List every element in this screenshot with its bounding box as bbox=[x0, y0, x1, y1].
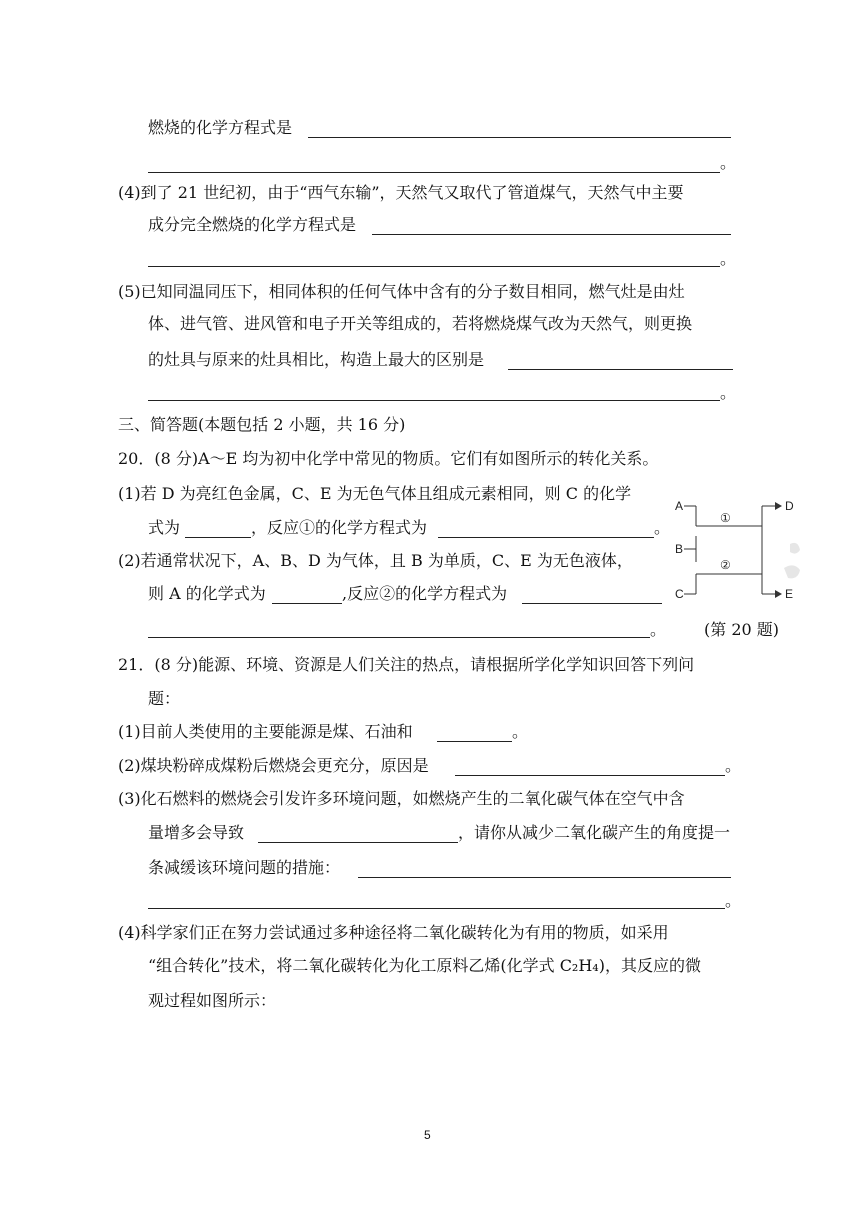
period: 。 bbox=[725, 756, 742, 775]
question-21-3-suffix: ，请你从减少二氧化碳产生的角度提一 bbox=[458, 823, 731, 842]
question-20-1-line-1: (1)若 D 为亮红色金属，C、E 为无色气体且组成元素相同，则 C 的化学 bbox=[118, 484, 632, 503]
period: 。 bbox=[720, 383, 737, 402]
answer-blank[interactable] bbox=[148, 172, 720, 173]
reaction-2-label: ② bbox=[720, 558, 731, 572]
question-21-3-line-3: 条减缓该环境问题的措施： bbox=[148, 858, 341, 877]
answer-blank[interactable] bbox=[148, 637, 650, 638]
decorative-shape bbox=[790, 543, 800, 554]
answer-blank[interactable] bbox=[508, 369, 733, 370]
decorative-shape bbox=[784, 565, 800, 578]
question-21-4-line-1: (4)科学家们正在努力尝试通过多种途径将二氧化碳转化为有用的物质，如采用 bbox=[118, 923, 669, 942]
period: 。 bbox=[720, 153, 737, 172]
answer-blank[interactable] bbox=[308, 137, 731, 138]
question-20-1-prefix: 式为 bbox=[148, 518, 181, 537]
answer-blank[interactable] bbox=[522, 603, 662, 604]
question-21-3-line-1: (3)化石燃料的燃烧会引发许多环境问题，如燃烧产生的二氧化碳气体在空气中含 bbox=[118, 789, 685, 808]
diagram-label-b: B bbox=[675, 542, 684, 556]
reaction-1-label: ① bbox=[720, 511, 731, 525]
question-5-line-2: 体、进气管、进风管和电子开关等组成的，若将燃烧煤气改为天然气，则更换 bbox=[148, 314, 693, 333]
answer-blank[interactable] bbox=[258, 842, 458, 843]
section-heading: 三、简答题(本题包括 2 小题，共 16 分) bbox=[118, 415, 406, 434]
question-20-1-middle: ，反应①的化学方程式为 bbox=[251, 518, 428, 537]
question-21-line-1: 21．(8 分)能源、环境、资源是人们关注的热点，请根据所学化学知识回答下列问 bbox=[118, 655, 695, 674]
answer-blank[interactable] bbox=[438, 537, 654, 538]
period: 。 bbox=[654, 518, 671, 537]
question-20-2-middle: ,反应②的化学方程式为 bbox=[342, 584, 508, 603]
answer-blank[interactable] bbox=[437, 741, 512, 742]
conversion-diagram bbox=[672, 496, 802, 606]
answer-blank[interactable] bbox=[358, 877, 731, 878]
page-number: 5 bbox=[424, 1128, 431, 1142]
period: 。 bbox=[512, 722, 529, 741]
answer-blank[interactable] bbox=[148, 908, 725, 909]
question-20: 20．(8 分)A～E 均为初中化学中常见的物质。它们有如图所示的转化关系。 bbox=[118, 449, 659, 468]
period: 。 bbox=[720, 249, 737, 268]
question-21-line-2: 题： bbox=[148, 689, 181, 708]
question-20-2-prefix: 则 A 的化学式为 bbox=[148, 584, 266, 603]
answer-blank[interactable] bbox=[372, 234, 731, 235]
answer-blank[interactable] bbox=[455, 775, 725, 776]
answer-blank[interactable] bbox=[148, 266, 720, 267]
text-line: 燃烧的化学方程式是 bbox=[148, 118, 293, 137]
question-5-line-3: 的灶具与原来的灶具相比，构造上最大的区别是 bbox=[148, 350, 485, 369]
answer-blank[interactable] bbox=[185, 537, 251, 538]
question-21-4-line-2: “组合转化”技术，将二氧化碳转化为化工原料乙烯(化学式 C₂H₄)，其反应的微 bbox=[148, 956, 701, 975]
answer-blank[interactable] bbox=[148, 400, 720, 401]
diagram-label-d: D bbox=[785, 499, 794, 513]
diagram-label-c: C bbox=[675, 587, 684, 601]
question-21-3-prefix: 量增多会导致 bbox=[148, 823, 245, 842]
period: 。 bbox=[650, 620, 667, 639]
period: 。 bbox=[725, 891, 742, 910]
question-4-line-2: 成分完全燃烧的化学方程式是 bbox=[148, 215, 357, 234]
diagram-label-e: E bbox=[785, 587, 794, 601]
question-21-4-line-3: 观过程如图所示： bbox=[148, 991, 277, 1010]
question-5-line-1: (5)已知同温同压下，相同体积的任何气体中含有的分子数目相同，燃气灶是由灶 bbox=[118, 282, 685, 301]
question-21-1: (1)目前人类使用的主要能源是煤、石油和 bbox=[118, 722, 413, 741]
diagram-label-a: A bbox=[675, 499, 684, 513]
question-21-2: (2)煤块粉碎成煤粉后燃烧会更充分，原因是 bbox=[118, 756, 429, 775]
answer-blank[interactable] bbox=[272, 603, 342, 604]
question-4-line-1: (4)到了 21 世纪初，由于“西气东输”，天然气又取代了管道煤气，天然气中主要 bbox=[118, 183, 684, 202]
question-20-2-line-1: (2)若通常状况下，A、B、D 为气体，且 B 为单质，C、E 为无色液体， bbox=[118, 551, 633, 570]
diagram-caption: (第 20 题) bbox=[704, 620, 780, 639]
